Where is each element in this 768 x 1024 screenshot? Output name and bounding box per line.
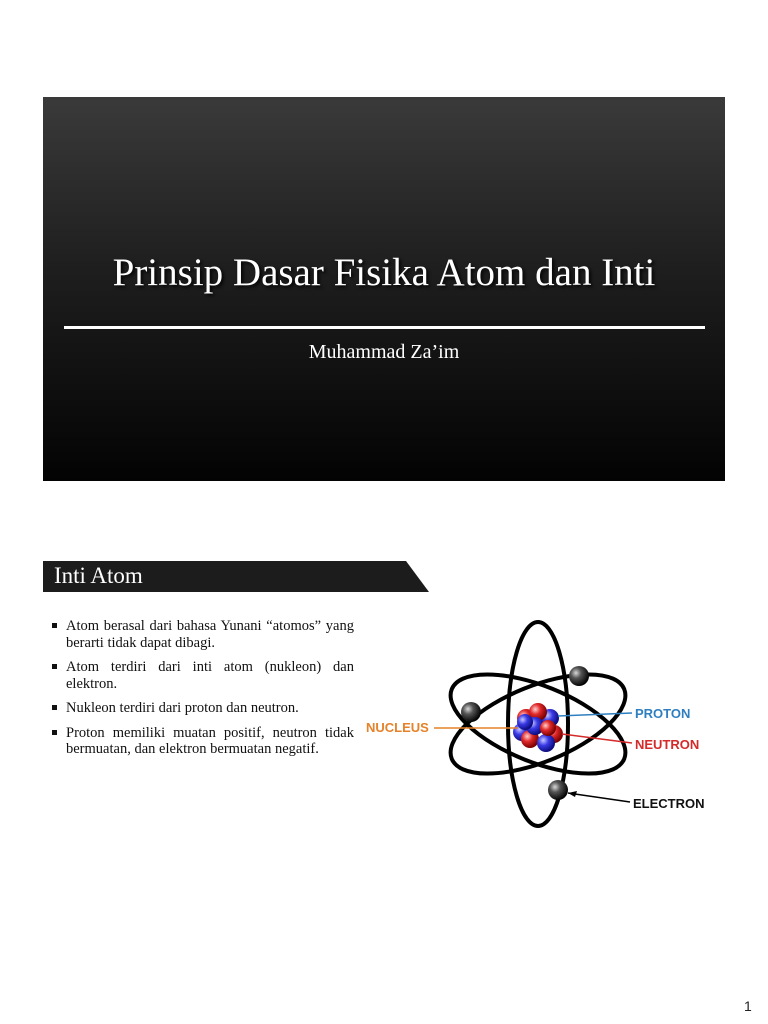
page-number: 1 — [744, 998, 752, 1014]
title-slide — [43, 97, 725, 481]
bullet-item — [52, 659, 354, 692]
bullet-item — [52, 618, 354, 651]
atom-diagram — [360, 612, 720, 842]
bullet-item — [52, 700, 354, 717]
proton-particle — [537, 734, 555, 752]
bullet-list — [52, 618, 354, 766]
bullet-marker — [52, 664, 57, 669]
neutron-particle — [540, 720, 556, 736]
atom-diagram-svg — [360, 612, 720, 837]
bullet-text: Proton memiliki muatan positif, neutron tidak bermuatan, dan elektron bermuatan negatif. — [66, 724, 354, 757]
section-banner — [43, 561, 429, 592]
electron-leader — [568, 793, 630, 802]
nucleus — [513, 703, 563, 752]
bullet-text: Nukleon terdiri dari proton dan neutron. — [66, 700, 299, 716]
electron-arrowhead — [568, 791, 577, 797]
bullet-marker — [52, 623, 57, 628]
proton-particle — [517, 714, 533, 730]
slide-title: Prinsip Dasar Fisika Atom dan Inti — [112, 251, 656, 294]
electron-particle — [548, 780, 568, 800]
slide-author: Muhammad Za’im — [308, 341, 460, 363]
bullet-item — [52, 725, 354, 758]
proton-label: PROTON — [635, 706, 691, 721]
bullet-marker — [52, 705, 57, 710]
electron-particle — [569, 666, 589, 686]
electron-label: ELECTRON — [633, 796, 705, 811]
electron-particle — [461, 702, 481, 722]
bullet-text: Atom terdiri dari inti atom (nukleon) dan elektron. — [66, 659, 354, 692]
neutron-label: NEUTRON — [635, 737, 700, 752]
bullet-marker — [52, 730, 57, 735]
section-heading: Inti Atom — [54, 563, 143, 588]
nucleus-label: NUCLEUS — [366, 720, 429, 735]
title-divider — [64, 326, 705, 329]
bullet-text: Atom berasal dari bahasa Yunani “atomos” yang berarti tidak dapat dibagi. — [66, 618, 354, 651]
